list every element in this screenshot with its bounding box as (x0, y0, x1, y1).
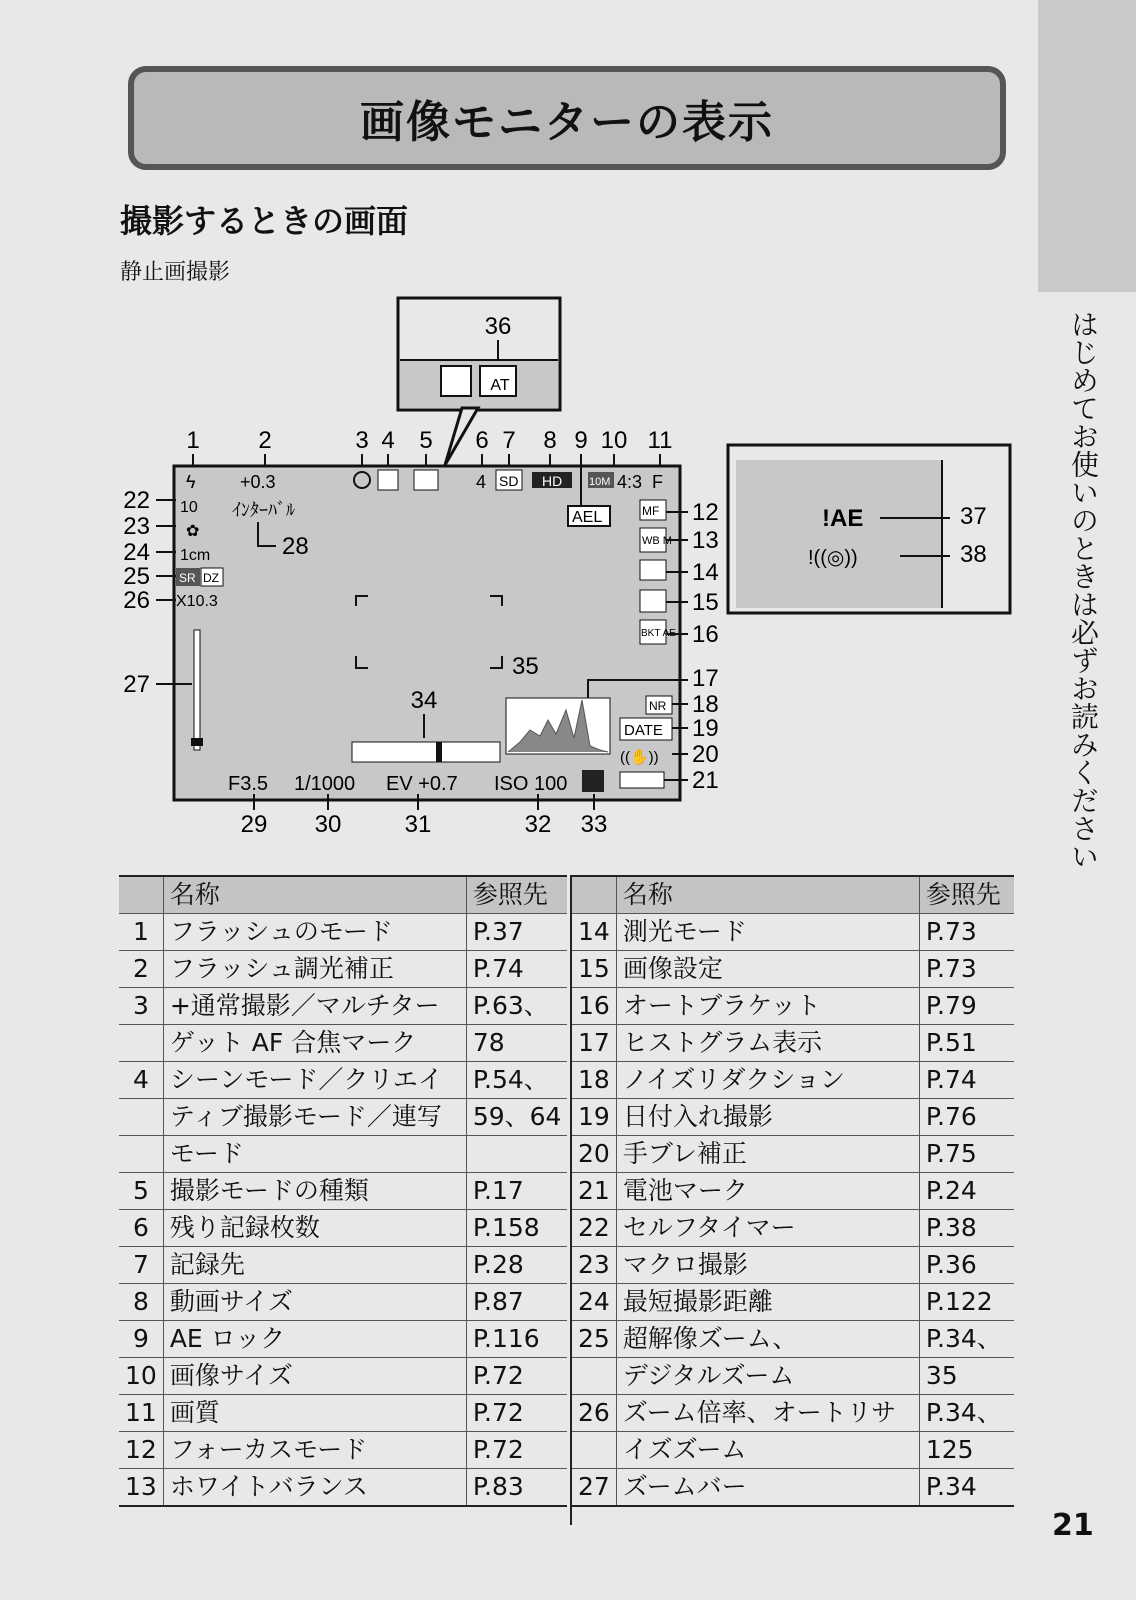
row-number: 2 (119, 951, 163, 988)
section-heading: 撮影するときの画面 (120, 202, 409, 240)
mf-label: MF (642, 504, 660, 518)
row-ref: P.79 (919, 988, 1014, 1025)
row-number: 3 (119, 988, 163, 1025)
row-ref: P.37 (466, 914, 567, 951)
row-ref: P.72 (466, 1358, 567, 1395)
camera-mode-icon (414, 470, 438, 490)
row-ref: P.75 (919, 1136, 1014, 1173)
callout-14: 14 (692, 559, 719, 586)
self-timer-label: 10 (180, 499, 198, 516)
table-header (572, 876, 1014, 914)
row-ref: P.72 (466, 1432, 567, 1469)
table-row (119, 1136, 567, 1173)
row-name: オートブラケット (616, 988, 919, 1025)
row-ref: P.73 (919, 951, 1014, 988)
macro-distance: 1cm (180, 547, 211, 564)
table-row (119, 1284, 567, 1321)
table-row (119, 1321, 567, 1358)
row-name: 撮影モードの種類 (163, 1173, 466, 1210)
row-number: 4 (119, 1062, 163, 1099)
table-row (119, 1395, 567, 1432)
table-row (572, 1062, 1014, 1099)
row-ref: P.76 (919, 1099, 1014, 1136)
header-ref: 参照先 (919, 876, 1014, 914)
row-name: 測光モード (616, 914, 919, 951)
table-row (572, 1210, 1014, 1247)
row-name: 残り記録枚数 (163, 1210, 466, 1247)
table-row (572, 951, 1014, 988)
date-label: DATE (624, 722, 663, 739)
row-ref: P.34、 (919, 1395, 1014, 1432)
wb-label: WB M (642, 535, 672, 547)
callout-10: 10 (600, 427, 628, 454)
row-number: 9 (119, 1321, 163, 1358)
callout-38: 38 (960, 541, 987, 568)
sd-label: SD (499, 473, 519, 489)
level-meter-needle (436, 742, 442, 762)
row-number: 19 (572, 1099, 616, 1136)
callout-24: 24 (123, 539, 150, 566)
row-number: 14 (572, 914, 616, 951)
quality-label: F (652, 472, 663, 492)
zoom-bar (194, 630, 200, 750)
callout-21: 21 (692, 767, 719, 794)
row-name: モード (163, 1136, 466, 1173)
row-name: シーンモード／クリエイ (163, 1062, 466, 1099)
chapter-tab (1038, 0, 1136, 292)
row-name: ズーム倍率、オートリサ (616, 1395, 919, 1432)
ae-warning-label: !AE (822, 505, 864, 532)
callout-35: 35 (512, 653, 539, 680)
row-number: 7 (119, 1247, 163, 1284)
row-name: ズームバー (616, 1469, 919, 1507)
table-row (572, 1321, 1014, 1358)
table-row (119, 951, 567, 988)
table-row (572, 1469, 1014, 1507)
zoom-value: X10.3 (176, 593, 218, 610)
row-ref: P.51 (919, 1025, 1014, 1062)
table-row (119, 1025, 567, 1062)
page-title: 画像モニターの表示 (360, 97, 774, 148)
callout-27: 27 (123, 671, 150, 698)
table-row (119, 1173, 567, 1210)
row-number: 26 (572, 1395, 616, 1432)
row-number (119, 1025, 163, 1062)
macro-icon: ✿ (186, 523, 200, 540)
callout-5: 5 (419, 427, 433, 454)
callout-29: 29 (240, 811, 268, 838)
callout-31: 31 (404, 811, 432, 838)
row-ref: 78 (466, 1025, 567, 1062)
header-ref: 参照先 (466, 876, 567, 914)
reference-table-left (119, 875, 567, 1507)
row-ref: P.74 (466, 951, 567, 988)
aperture-value: F3.5 (228, 773, 269, 795)
row-ref: P.34、 (919, 1321, 1014, 1358)
row-number (119, 1099, 163, 1136)
row-name: セルフタイマー (616, 1210, 919, 1247)
table-row (119, 1062, 567, 1099)
row-ref: P.122 (919, 1284, 1014, 1321)
eyefi-icon (582, 770, 604, 792)
row-number: 6 (119, 1210, 163, 1247)
bottom-callouts (241, 811, 608, 838)
row-number: 22 (572, 1210, 616, 1247)
row-number: 27 (572, 1469, 616, 1507)
table-row (119, 988, 567, 1025)
table-row (119, 1432, 567, 1469)
header-name: 名称 (163, 876, 466, 914)
row-name: ヒストグラム表示 (616, 1025, 919, 1062)
ael-label: AEL (572, 509, 603, 526)
table-row (119, 914, 567, 951)
table-row (572, 1173, 1014, 1210)
header-no (119, 876, 163, 914)
zoom-bar-thumb (191, 738, 203, 746)
left-callouts (123, 487, 150, 698)
callout-15: 15 (692, 589, 719, 616)
callout-23: 23 (123, 513, 150, 540)
table-row (119, 1469, 567, 1507)
table-row (572, 1136, 1014, 1173)
row-name: 画像設定 (616, 951, 919, 988)
row-name: 画質 (163, 1395, 466, 1432)
row-ref: P.116 (466, 1321, 567, 1358)
row-name: 超解像ズーム、 (616, 1321, 919, 1358)
row-name: 画像サイズ (163, 1358, 466, 1395)
row-ref: 35 (919, 1358, 1014, 1395)
table-header (119, 876, 567, 914)
iso-value: ISO 100 (494, 773, 568, 795)
interval-label: ｲﾝﾀｰﾊﾞﾙ (232, 500, 295, 520)
callout-16: 16 (692, 621, 719, 648)
table-row (572, 1358, 1014, 1395)
aspect-label: 4:3 (617, 472, 643, 492)
callout-4: 4 (381, 427, 395, 454)
callout-8: 8 (543, 427, 557, 454)
callout-12: 12 (692, 499, 719, 526)
row-number: 18 (572, 1062, 616, 1099)
callout-7: 7 (502, 427, 516, 454)
bkt-label: BKT AE (641, 628, 676, 639)
row-ref: 125 (919, 1432, 1014, 1469)
row-ref: 59、64 (466, 1099, 567, 1136)
callout-22: 22 (123, 487, 150, 514)
row-ref: P.73 (919, 914, 1014, 951)
inset-37-38-screen (736, 460, 942, 608)
row-number: 1 (119, 914, 163, 951)
table-row (572, 1099, 1014, 1136)
shake-warning-icon: !((◎)) (808, 547, 858, 569)
row-number (119, 1136, 163, 1173)
callout-28: 28 (282, 533, 309, 560)
row-number: 11 (119, 1395, 163, 1432)
sr-label: SR (179, 571, 196, 585)
callout-33: 33 (580, 811, 608, 838)
row-name: ホワイトバランス (163, 1469, 466, 1507)
row-number: 13 (119, 1469, 163, 1507)
row-name: 日付入れ撮影 (616, 1099, 919, 1136)
row-ref: P.87 (466, 1284, 567, 1321)
row-name: 動画サイズ (163, 1284, 466, 1321)
table-row (119, 1099, 567, 1136)
table-row (119, 1358, 567, 1395)
row-name: 最短撮影距離 (616, 1284, 919, 1321)
row-name: イズズーム (616, 1432, 919, 1469)
row-name: +通常撮影／マルチター (163, 988, 466, 1025)
row-number: 8 (119, 1284, 163, 1321)
row-number: 24 (572, 1284, 616, 1321)
row-name: マクロ撮影 (616, 1247, 919, 1284)
callout-6: 6 (475, 427, 489, 454)
sat-label: AT (490, 377, 510, 394)
row-number: 25 (572, 1321, 616, 1358)
row-ref: P.54、 (466, 1062, 567, 1099)
table-row (572, 1395, 1014, 1432)
portrait-scene-icon (441, 366, 471, 396)
row-ref: P.158 (466, 1210, 567, 1247)
header-no (572, 876, 616, 914)
table-row (572, 1247, 1014, 1284)
row-ref: P.38 (919, 1210, 1014, 1247)
callout-34: 34 (410, 687, 438, 714)
image-setting-icon (640, 590, 666, 612)
callout-37: 37 (960, 503, 987, 530)
row-number: 21 (572, 1173, 616, 1210)
row-name: フォーカスモード (163, 1432, 466, 1469)
header-name: 名称 (616, 876, 919, 914)
callout-3: 3 (355, 427, 369, 454)
shutter-value: 1/1000 (294, 773, 356, 795)
title-box (128, 66, 1006, 170)
scene-mode-icon (378, 470, 398, 490)
row-ref (466, 1136, 567, 1173)
row-ref: P.28 (466, 1247, 567, 1284)
row-number: 16 (572, 988, 616, 1025)
table-row (572, 1025, 1014, 1062)
callout-25: 25 (123, 563, 150, 590)
inset-36-pointer (445, 408, 478, 465)
table-row (572, 1284, 1014, 1321)
row-number: 20 (572, 1136, 616, 1173)
dz-label: DZ (203, 571, 219, 585)
table-row (572, 1432, 1014, 1469)
row-number (572, 1358, 616, 1395)
row-name: 電池マーク (616, 1173, 919, 1210)
reference-table-right (572, 875, 1014, 1507)
callout-26: 26 (123, 587, 150, 614)
callout-17: 17 (692, 665, 719, 692)
row-name: フラッシュのモード (163, 914, 466, 951)
table-row (572, 914, 1014, 951)
chapter-tab-label: はじめてお使いのときは必ずお読みください (1067, 310, 1100, 870)
callout-36: 36 (484, 313, 512, 340)
row-name: ティブ撮影モード／連写 (163, 1099, 466, 1136)
row-number: 17 (572, 1025, 616, 1062)
table-row (572, 988, 1014, 1025)
ev-value: EV +0.7 (386, 773, 458, 795)
stabilizer-icon: ((✋)) (620, 749, 659, 766)
page-number: 21 (1052, 1508, 1094, 1543)
row-ref: P.63、 (466, 988, 567, 1025)
callout-9: 9 (574, 427, 588, 454)
row-name: ゲット AF 合焦マーク (163, 1025, 466, 1062)
callout-11: 11 (647, 427, 673, 454)
image-size-label: 10M (589, 476, 611, 488)
subheading: 静止画撮影 (120, 260, 231, 285)
hd-label: HD (542, 473, 563, 489)
row-number: 10 (119, 1358, 163, 1395)
row-ref: P.24 (919, 1173, 1014, 1210)
callout-18: 18 (692, 691, 719, 718)
row-name: AE ロック (163, 1321, 466, 1358)
row-name: 記録先 (163, 1247, 466, 1284)
row-number (572, 1432, 616, 1469)
row-name: 手ブレ補正 (616, 1136, 919, 1173)
table-row (119, 1247, 567, 1284)
row-name: デジタルズーム (616, 1358, 919, 1395)
level-meter (352, 742, 500, 762)
row-number: 12 (119, 1432, 163, 1469)
metering-icon (640, 560, 666, 580)
callout-2: 2 (258, 427, 272, 454)
row-number: 5 (119, 1173, 163, 1210)
remaining-shots: 4 (476, 472, 487, 492)
right-callouts (692, 499, 719, 794)
flash-comp-value: +0.3 (240, 472, 276, 492)
row-name: ノイズリダクション (616, 1062, 919, 1099)
row-number: 15 (572, 951, 616, 988)
row-ref: P.17 (466, 1173, 567, 1210)
flash-icon: ϟ (186, 472, 196, 492)
callout-30: 30 (314, 811, 342, 838)
nr-label: NR (649, 699, 667, 713)
top-callouts (186, 427, 672, 454)
table-row (119, 1210, 567, 1247)
row-ref: P.34 (919, 1469, 1014, 1507)
callout-13: 13 (692, 527, 719, 554)
monitor-diagram (0, 290, 1040, 860)
row-ref: P.74 (919, 1062, 1014, 1099)
row-ref: P.36 (919, 1247, 1014, 1284)
row-name: フラッシュ調光補正 (163, 951, 466, 988)
row-ref: P.72 (466, 1395, 567, 1432)
battery-icon (620, 772, 664, 788)
callout-1: 1 (186, 427, 200, 454)
callout-19: 19 (692, 715, 719, 742)
callout-32: 32 (524, 811, 552, 838)
callout-20: 20 (692, 741, 719, 768)
row-number: 23 (572, 1247, 616, 1284)
row-ref: P.83 (466, 1469, 567, 1507)
